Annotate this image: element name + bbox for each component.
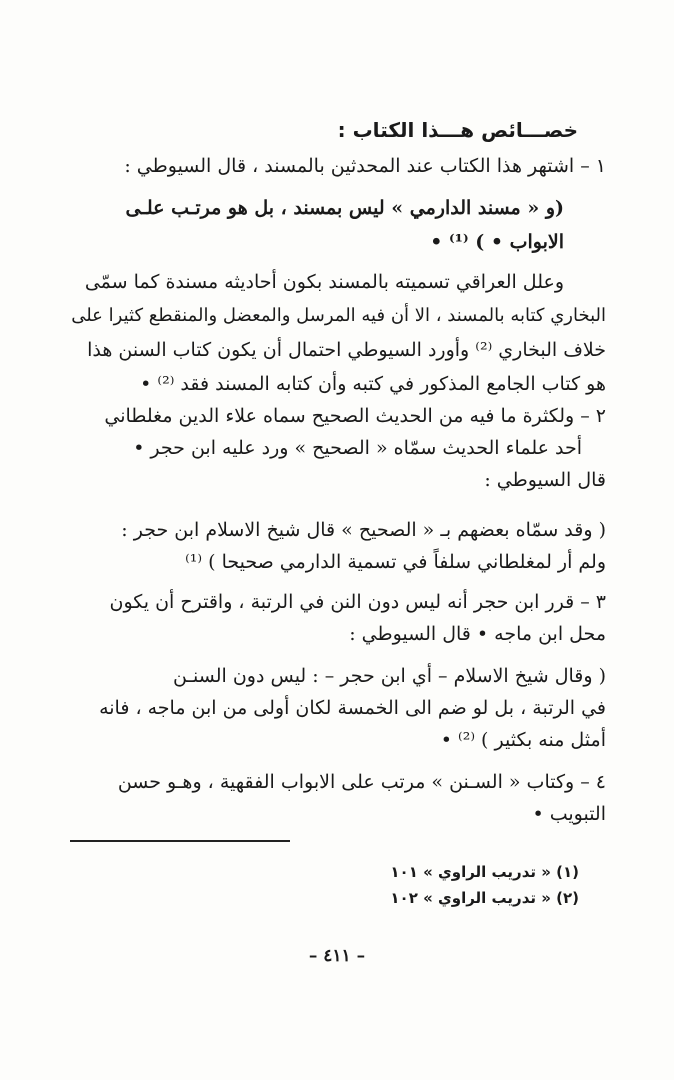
para-3-line-4: هو كتاب الجامع المذكور في كتبه وأن كتابه المسند فقد ⁽²⁾ • [140, 373, 606, 395]
para-3-line-3: خلاف البخاري ⁽²⁾ وأورد السيوطي احتمال أن يكون كتاب السنن هذا [87, 339, 606, 361]
para-8-line-2: التبويب • [532, 803, 606, 825]
para-5-line-1: ( وقد سمّاه بعضهم بـ « الصحيح » قال شيخ الاسلام ابن حجر : [121, 519, 606, 541]
para-8-line-1: ٤ – وكتاب « السـنن » مرتب على الابواب الفقهية ، وهـو حسن [117, 771, 606, 793]
para-2-line-1: (و « مسند الدارمي » ليس بمسند ، بل هو مرتـب علـى [125, 197, 564, 219]
para-2-line-2: الابواب • ) ⁽¹⁾ • [430, 231, 564, 253]
para-3-line-1: وعلل العراقي تسميته بالمسند بكون أحاديثه مسندة كما سمّى [84, 271, 564, 293]
para-7-line-3: أمثل منه بكثير ) ⁽²⁾ • [440, 729, 606, 751]
para-7-line-1: ( وقال شيخ الاسلام – أي ابن حجر – : ليس دون السنـن [173, 665, 606, 687]
footnote-1: (١) « تدريب الراوي » ١٠١ [390, 863, 579, 881]
page-number: – ٤١١ – [308, 946, 366, 966]
para-1-line-1: ١ – اشتهر هذا الكتاب عند المحدثين بالمسند ، قال السيوطي : [124, 155, 606, 177]
para-5-line-2: ولم أر لمغلطاني سلفاً في تسمية الدارمي صحيحا ) ⁽¹⁾ [185, 551, 606, 573]
para-4-line-1: ٢ – ولكثرة ما فيه من الحديث الصحيح سماه علاء الدين مغلطاني [104, 405, 606, 427]
para-6-line-1: ٣ – قرر ابن حجر أنه ليس دون النن في الرتبة ، واقترح أن يكون [109, 591, 606, 613]
para-3-line-2: البخاري كتابه بالمسند ، الا أن فيه المرسل والمعضل والمنقطع كثيرا على [71, 305, 606, 326]
para-7-line-2: في الرتبة ، بل لو ضم الى الخمسة لكان أولى من ابن ماجه ، فانه [99, 697, 606, 719]
para-4-line-2: أحد علماء الحديث سمّاه « الصحيح » ورد عليه ابن حجر • [133, 437, 582, 459]
para-4-line-3: قال السيوطي : [484, 469, 606, 491]
section-heading: خصـــائص هـــذا الكتاب : [337, 118, 578, 142]
para-6-line-2: محل ابن ماجه • قال السيوطي : [349, 623, 606, 645]
footnote-2: (٢) « تدريب الراوي » ١٠٢ [390, 889, 579, 907]
footnote-divider [70, 840, 290, 842]
